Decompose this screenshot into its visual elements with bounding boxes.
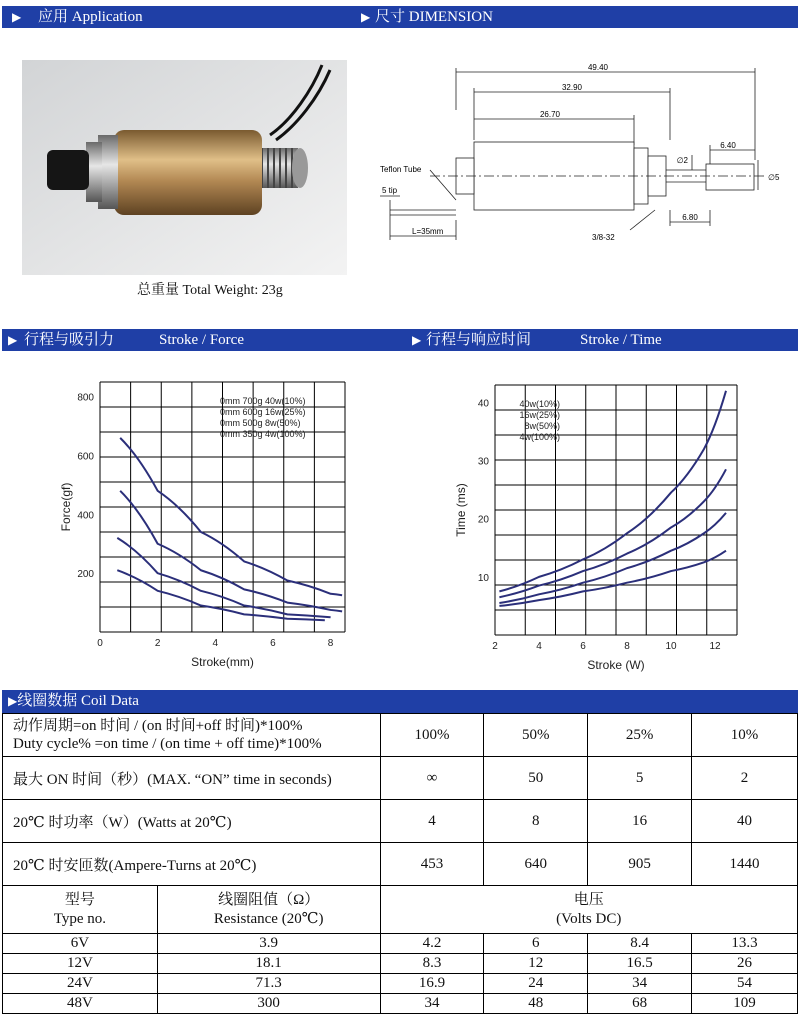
x-tick-label: 4 <box>212 638 219 649</box>
volts-cell: 12 <box>484 954 588 974</box>
volts-cell: 6 <box>484 934 588 954</box>
max-on-time-label: 最大 ON 时间（秒）(MAX. “ON” time in seconds) <box>3 757 381 800</box>
series-line-4w100 <box>499 551 726 606</box>
x-tick-label: 8 <box>327 638 334 649</box>
table-row <box>3 714 798 757</box>
dimension-drawing <box>370 60 790 275</box>
weight-caption: 总重量 Total Weight: 23g <box>137 283 283 298</box>
y-tick-label: 800 <box>77 392 94 404</box>
stroke-time-cn: 行程与响应时间 <box>426 332 532 348</box>
type-cell: 48V <box>3 994 158 1014</box>
legend-entry: 16w(25%) <box>519 410 560 420</box>
legend-entry: 40w(10%) <box>519 399 560 409</box>
table-row <box>3 974 798 994</box>
legend-entry: 0mm 600g 16w(25%) <box>220 407 306 417</box>
stroke-force-en: Stroke / Force <box>159 332 244 348</box>
stroke-force-chart <box>20 352 400 682</box>
type-cell: 12V <box>3 954 158 974</box>
stroke-time-chart <box>420 352 780 682</box>
type-cell: 6V <box>3 934 158 954</box>
duty-cycle-en: Duty cycle% =on time / (on time + off time)*100% <box>13 736 322 752</box>
x-tick-label: 0 <box>97 638 103 649</box>
dim-right-bot: 6.80 <box>682 213 698 222</box>
legend-entry: 8w(50%) <box>524 421 560 431</box>
stroke-time-en: Stroke / Time <box>580 332 662 348</box>
table-cell: 16 <box>588 800 692 843</box>
table-row <box>3 994 798 1014</box>
volts-cell: 54 <box>692 974 798 994</box>
volts-header-cn: 电压 <box>573 891 604 908</box>
table-cell: 5 <box>588 757 692 800</box>
table-cell: 25% <box>588 714 692 757</box>
application-title: 应用 Application <box>38 9 143 25</box>
legend-entry: 0mm 500g 8w(50%) <box>220 418 301 428</box>
table-cell: ∞ <box>380 757 484 800</box>
y-tick-label: 10 <box>477 572 489 584</box>
series-line-40w10 <box>120 438 342 595</box>
type-cell: 24V <box>3 974 158 994</box>
coil-data-header <box>2 690 798 713</box>
volts-cell: 26 <box>692 954 798 974</box>
volts-cell: 48 <box>484 994 588 1014</box>
y-tick-label: 20 <box>477 514 489 526</box>
table-row <box>3 800 798 843</box>
volts-cell: 34 <box>380 994 484 1014</box>
table-cell: 50% <box>484 714 588 757</box>
dim-coil: 26.70 <box>539 110 561 119</box>
triangle-icon: ▶ <box>412 333 422 347</box>
coil-data-title: 线圈数据 Coil Data <box>17 693 139 709</box>
watts-label: 20℃ 时功率（W）(Watts at 20℃) <box>3 800 381 843</box>
volts-cell: 109 <box>692 994 798 1014</box>
type-header-en: Type no. <box>53 910 107 927</box>
resistance-header <box>157 886 380 934</box>
type-header-cn: 型号 <box>64 891 95 908</box>
table-cell: 453 <box>380 843 484 886</box>
solenoid-photo <box>22 60 347 275</box>
resistance-cell: 3.9 <box>157 934 380 954</box>
dim-tip: 5 tip <box>382 186 398 195</box>
volts-cell: 16.9 <box>380 974 484 994</box>
table-cell: 50 <box>484 757 588 800</box>
volts-header <box>380 886 797 934</box>
resistance-header-cn: 线圈阻值（Ω） <box>218 891 320 908</box>
volts-cell: 13.3 <box>692 934 798 954</box>
resistance-cell: 71.3 <box>157 974 380 994</box>
legend-entry: 0mm 700g 40w(10%) <box>220 396 306 406</box>
x-tick-label: 6 <box>270 638 276 649</box>
dim-total: 49.40 <box>587 63 609 72</box>
table-cell: 10% <box>692 714 798 757</box>
x-tick-label: 4 <box>536 641 542 652</box>
legend-entry: 4w(100%) <box>519 432 560 442</box>
volts-cell: 34 <box>588 974 692 994</box>
table-row <box>3 843 798 886</box>
legend-entry: 0mm 350g 4w(100%) <box>220 429 306 439</box>
table-header-row <box>3 886 798 934</box>
stroke-force-cn: 行程与吸引力 <box>24 332 115 348</box>
table-row <box>3 954 798 974</box>
resistance-header-en: Resistance (20℃) <box>213 910 324 927</box>
x-tick-label: 12 <box>709 641 721 652</box>
volts-cell: 8.4 <box>588 934 692 954</box>
table-cell: 1440 <box>692 843 798 886</box>
table-cell: 905 <box>588 843 692 886</box>
resistance-cell: 300 <box>157 994 380 1014</box>
y-axis-label: Time (ms) <box>454 483 468 537</box>
resistance-cell: 18.1 <box>157 954 380 974</box>
y-tick-label: 30 <box>477 456 489 468</box>
table-cell: 2 <box>692 757 798 800</box>
dimension-labels <box>370 60 790 275</box>
dim-teflon: Teflon Tube <box>380 165 422 174</box>
volts-cell: 8.3 <box>380 954 484 974</box>
x-tick-label: 2 <box>154 638 161 649</box>
application-header <box>2 6 357 28</box>
triangle-icon: ▶ <box>361 10 371 24</box>
y-tick-label: 600 <box>77 451 94 463</box>
coil-data-table <box>2 713 798 886</box>
product-photo <box>22 60 347 275</box>
y-tick-label: 400 <box>77 510 94 522</box>
dim-body: 32.90 <box>561 83 583 92</box>
dim-right-top: 6.40 <box>720 141 736 150</box>
type-header <box>3 886 158 934</box>
dim-phi5: ∅5 <box>768 173 780 182</box>
series-line-8w50 <box>499 513 726 603</box>
y-axis-label: Force(gf) <box>59 482 73 532</box>
x-axis-label: Stroke (W) <box>587 658 645 672</box>
dim-lead: L=35mm <box>412 227 444 236</box>
triangle-icon: ▶ <box>8 333 18 347</box>
dim-thread: 3/8-32 <box>592 233 615 242</box>
volts-cell: 68 <box>588 994 692 1014</box>
triangle-icon: ▶ <box>12 10 22 24</box>
volts-cell: 4.2 <box>380 934 484 954</box>
table-cell: 40 <box>692 800 798 843</box>
stroke-time-header <box>402 329 798 351</box>
ampere-turns-label: 20℃ 时安匝数(Ampere-Turns at 20℃) <box>3 843 381 886</box>
x-tick-label: 10 <box>665 641 677 652</box>
y-tick-label: 200 <box>77 569 94 581</box>
dimension-header <box>357 6 798 28</box>
duty-cycle-label <box>3 714 381 757</box>
stroke-force-header <box>2 329 402 351</box>
duty-cycle-cn: 动作周期=on 时间 / (on 时间+off 时间)*100% <box>13 718 303 734</box>
triangle-icon: ▶ <box>8 694 18 708</box>
volts-header-en: (Volts DC) <box>556 910 622 927</box>
series-line-16w25 <box>499 469 726 597</box>
y-tick-label: 40 <box>477 398 489 410</box>
x-axis-label: Stroke(mm) <box>191 655 254 669</box>
dim-phi2: ∅2 <box>676 156 688 165</box>
dimension-title: 尺寸 DIMENSION <box>375 9 493 25</box>
table-cell: 4 <box>380 800 484 843</box>
volts-cell: 16.5 <box>588 954 692 974</box>
x-tick-label: 6 <box>580 641 586 652</box>
table-row <box>3 757 798 800</box>
x-tick-label: 2 <box>492 641 498 652</box>
x-tick-label: 8 <box>624 641 630 652</box>
table-row <box>3 934 798 954</box>
table-cell: 8 <box>484 800 588 843</box>
volts-cell: 24 <box>484 974 588 994</box>
table-cell: 100% <box>380 714 484 757</box>
series-line-8w50 <box>117 538 330 617</box>
type-resistance-table <box>2 885 798 1014</box>
table-cell: 640 <box>484 843 588 886</box>
